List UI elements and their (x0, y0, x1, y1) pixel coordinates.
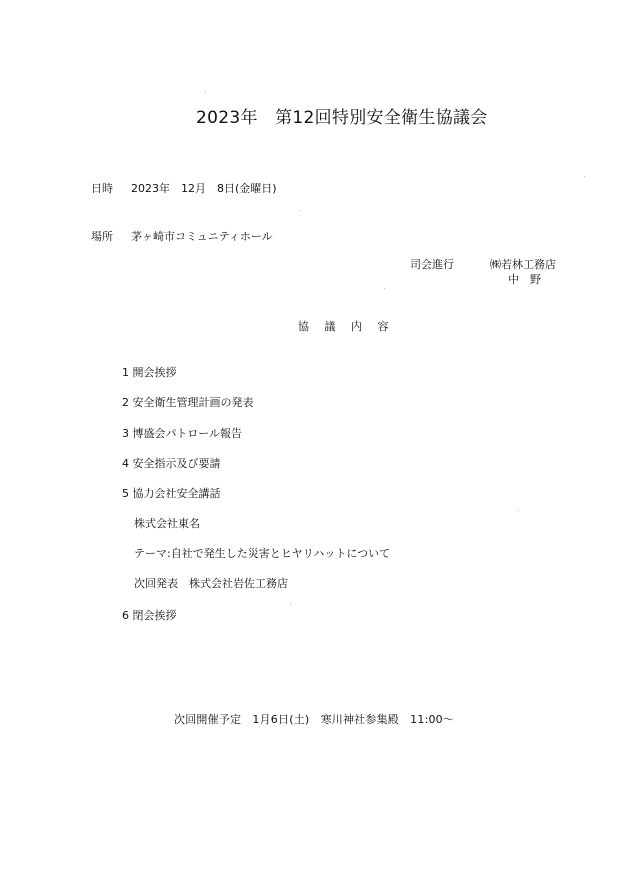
agenda-item-1: 1 開会挨拶 (122, 366, 177, 379)
place-label: 場所 (91, 230, 113, 243)
document-title: 2023年 第12回特別安全衛生協議会 (196, 108, 488, 128)
agenda-item-2: 2 安全衛生管理計画の発表 (122, 396, 254, 409)
scan-speck (205, 92, 206, 93)
scan-speck (300, 210, 301, 211)
next-meeting-notice: 次回開催予定 1月6日(土) 寒川神社参集殿 11:00～ (174, 713, 455, 726)
scan-speck (290, 604, 291, 605)
agenda-item-3: 3 博盛会パトロール報告 (122, 427, 243, 440)
agenda-subitem-theme: テーマ:自社で発生した災害とヒヤリハットについて (134, 547, 391, 560)
place-value: 茅ヶ崎市コミュニティホール (131, 230, 273, 243)
datetime-label: 日時 (91, 182, 113, 195)
facilitator-label: 司会進行 (410, 258, 454, 271)
agenda-item-6: 6 閉会挨拶 (122, 609, 177, 622)
agenda-item-5: 5 協力会社安全講話 (122, 487, 221, 500)
facilitator-company: ㈱若林工務店 (490, 258, 556, 271)
scan-speck (384, 288, 385, 289)
agenda-subitem-next-presenter: 次回発表 株式会社岩佐工務店 (134, 577, 288, 590)
agenda-item-4: 4 安全指示及び要請 (122, 457, 221, 470)
datetime-value: 2023年 12月 8日(金曜日) (131, 182, 277, 195)
agenda-subitem-company: 株式会社東名 (134, 517, 200, 530)
scan-speck (584, 176, 585, 177)
agenda-heading: 協 議 内 容 (298, 320, 395, 333)
scan-speck (518, 510, 519, 511)
facilitator-name: 中 野 (508, 273, 541, 286)
